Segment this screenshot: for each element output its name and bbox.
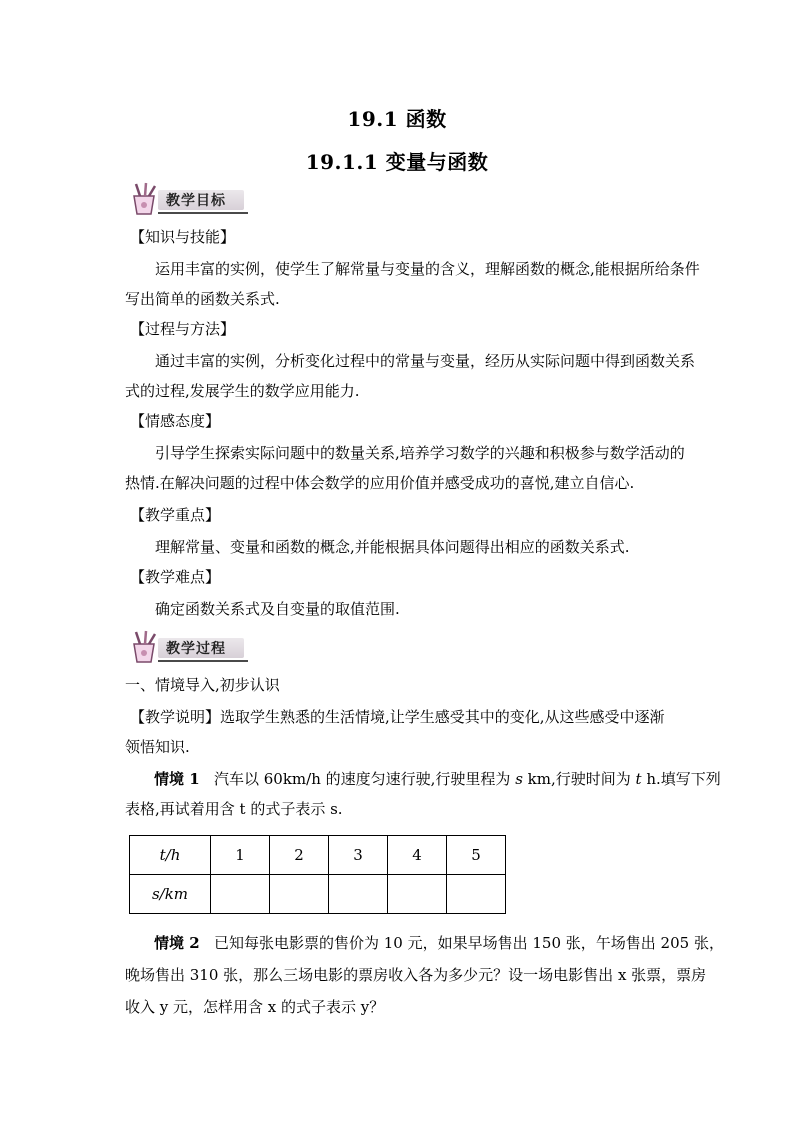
teaching-note-line-1: 【教学说明】选取学生熟悉的生活情境,让学生感受其中的变化,从这些感受中逐渐 — [130, 708, 665, 726]
subsection-title: 19.1.1 变量与函数 — [305, 150, 489, 174]
scenario-2-text-1: 已知每张电影票的售价为 10 元，如果早场售出 150 张，午场售出 205 张， — [213, 934, 724, 952]
scenario-1-text-c: h.填写下列 — [641, 770, 721, 788]
table-cell: 2 — [270, 836, 329, 875]
difficulty-text: 确定函数关系式及自变量的取值范围. — [155, 600, 400, 618]
table-header-t: t/h — [130, 836, 211, 875]
scenario-2-label: 情境 2 — [154, 934, 200, 952]
scenario-1-text-a: 汽车以 60km/h 的速度匀速行驶,行驶里程为 — [213, 770, 516, 788]
table-cell: 3 — [329, 836, 388, 875]
process-banner — [128, 630, 250, 664]
focus-text: 理解常量、变量和函数的概念,并能根据具体问题得出相应的函数关系式. — [155, 538, 630, 556]
table-header-s: s/km — [130, 875, 211, 914]
table-cell — [447, 875, 506, 914]
goals-banner-label: 教学目标 — [166, 193, 226, 209]
step-1-heading: 一、情境导入,初步认识 — [125, 676, 280, 694]
goals-banner — [128, 182, 250, 216]
table-cell: 5 — [447, 836, 506, 875]
knowledge-line-1: 运用丰富的实例，使学生了解常量与变量的含义，理解函数的概念,能根据所给条件 — [155, 260, 700, 278]
table-row — [130, 836, 506, 875]
process-line-1: 通过丰富的实例，分析变化过程中的常量与变量，经历从实际问题中得到函数关系 — [155, 352, 696, 370]
var-s: s — [515, 770, 523, 788]
process-line-2: 式的过程,发展学生的数学应用能力. — [125, 382, 360, 400]
pencil-cup-icon — [128, 182, 162, 216]
difficulty-header: 【教学难点】 — [130, 568, 221, 586]
scenario-1-line-2: 表格,再试着用含 t 的式子表示 s. — [125, 800, 343, 818]
scenario-1-text-b: km,行驶时间为 — [522, 770, 636, 788]
section-title: 19.1 函数 — [347, 107, 447, 131]
table-row — [130, 875, 506, 914]
scenario-2-line-3: 收入 y 元，怎样用含 x 的式子表示 y？ — [125, 998, 385, 1016]
scenario-1-line-1 — [154, 764, 721, 794]
process-banner-label: 教学过程 — [166, 641, 226, 657]
time-distance-table — [129, 835, 506, 914]
knowledge-header: 【知识与技能】 — [130, 228, 236, 246]
process-header: 【过程与方法】 — [130, 320, 236, 338]
scenario-1-label: 情境 1 — [154, 770, 200, 788]
emotion-line-1: 引导学生探索实际问题中的数量关系,培养学习数学的兴趣和积极参与数学活动的 — [155, 444, 685, 462]
table-cell — [270, 875, 329, 914]
pencil-cup-icon — [128, 630, 162, 664]
table-cell: 1 — [211, 836, 270, 875]
scenario-2-line-1 — [154, 928, 724, 958]
knowledge-line-2: 写出简单的函数关系式. — [125, 290, 280, 308]
table-cell — [329, 875, 388, 914]
var-t: t — [635, 770, 642, 788]
table-cell — [211, 875, 270, 914]
table-cell — [388, 875, 447, 914]
table-cell: 4 — [388, 836, 447, 875]
teaching-note-line-2: 领悟知识. — [125, 738, 190, 756]
scenario-2-line-2: 晚场售出 310 张，那么三场电影的票房收入各为多少元？设一场电影售出 x 张票，票房 — [125, 966, 707, 984]
emotion-line-2: 热情.在解决问题的过程中体会数学的应用价值并感受成功的喜悦,建立自信心. — [125, 474, 635, 492]
emotion-header: 【情感态度】 — [130, 412, 221, 430]
focus-header: 【教学重点】 — [130, 506, 221, 524]
